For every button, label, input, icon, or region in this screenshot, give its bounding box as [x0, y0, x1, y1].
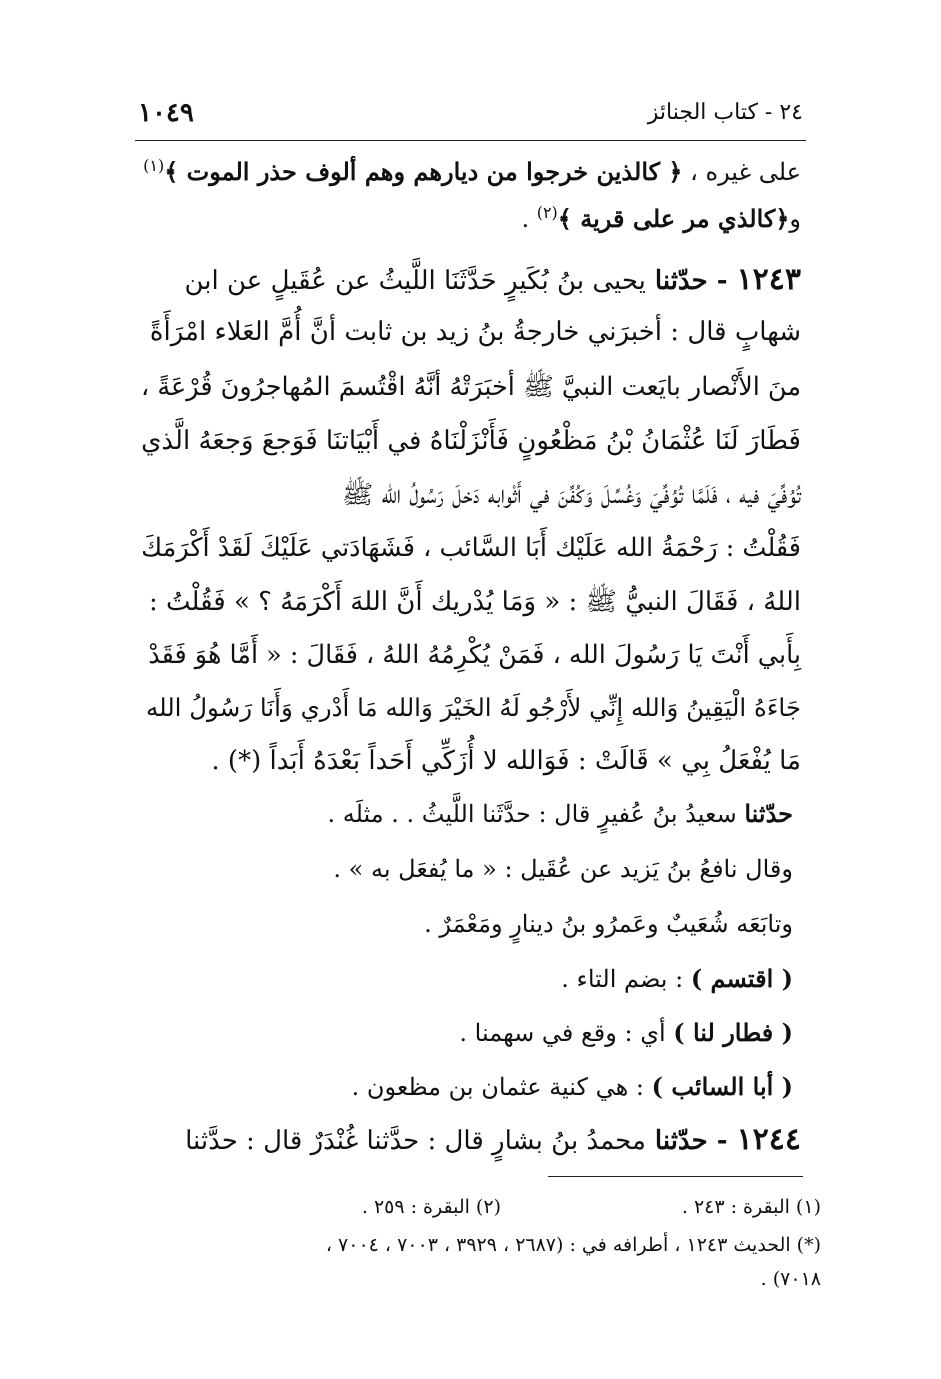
footnote-ref: (٢) — [536, 203, 558, 222]
chain-label: حدّثنا — [744, 799, 793, 828]
gloss-term: ( فطار لنا ) — [673, 1018, 793, 1047]
hadith-label: - حدّثنا — [645, 266, 737, 296]
page-number: ١٠٤٩ — [138, 98, 194, 128]
gloss-text: : بضم التاء . — [561, 965, 691, 993]
chain-text: سعيدُ بنُ عُفيرٍ قال : حدَّثَنا اللَّيثُ . . مثلَه . — [327, 800, 745, 828]
hadith-number: ١٢٤٤ — [736, 1122, 801, 1157]
intro-line-1 — [140, 156, 801, 187]
intro-line-2 — [140, 203, 801, 234]
hadith-text: يحيى بنُ بُكَيرٍ حَدَّثَنَا اللَّيثُ عن عُقَيلٍ عن ابن — [184, 266, 646, 296]
footnote-rule — [548, 1176, 803, 1177]
hadith-1243-line: بِأَبي أَنْتَ يَا رَسُولَ الله ، فَمَنْ يُكْرِمُهُ اللهُ ، فَقَالَ : « أَمَّا هُوَ فَقَدْ — [148, 640, 801, 670]
chain-note — [140, 800, 793, 829]
gloss — [140, 1073, 793, 1102]
header-rule — [135, 140, 806, 141]
hadith-1244-line — [140, 1122, 801, 1158]
footnote-3: (*) الحديث ١٢٤٣ ، أطرافه في : (٢٦٨٧ ، ٣٩٢٩ ، ٧٠٠٣ ، ٧٠٠٤ ، — [325, 1234, 821, 1256]
footnote-2: (٢) البقرة : ٢٥٩ . — [361, 1196, 501, 1218]
gloss — [140, 1019, 793, 1048]
hadith-1243-line: منَ الأَنْصار بايَعت النبيَّ ﷺ أخبَرَتْهُ أنَّهُ اقْتُسمَ المُهاجرُونَ قُرْعَةً ، — [141, 372, 801, 402]
hadith-text: محمدُ بنُ بشارٍ قال : حدَّثنا غُنْدَرٌ قال : حدَّثنا — [185, 1126, 646, 1156]
gloss — [140, 965, 793, 994]
hadith-1243-line — [140, 262, 801, 298]
chapter-title: ٢٤ - كتاب الجنائز — [647, 100, 803, 125]
hadith-label: - حدّثنا — [645, 1126, 737, 1156]
chain-note: وتابَعَه شُعَيبٌ وعَمرُو بنُ دينارٍ ومَعْمَرٌ . — [424, 910, 793, 938]
gloss-text: : هي كنية عثمان بن مظعون . — [351, 1073, 652, 1101]
hadith-1243-line: فَطَارَ لَنَا عُثْمَانُ بْنُ مَظْعُونٍ فَأَنْزَلْنَاهُ في أَبْيَاتنَا فَوَجعَ وَجعَهُ الَّذي — [141, 426, 801, 456]
footnote-1: (١) البقرة : ٢٤٣ . — [681, 1196, 821, 1218]
hadith-number: ١٢٤٣ — [736, 262, 801, 297]
quran-verse: ﴿كالذي مر على قرية ﴾ — [557, 204, 790, 233]
footnote-ref: (١) — [143, 156, 165, 175]
intro-text: و — [789, 205, 801, 233]
hadith-1243-line: تُوُفِّيَ فيه ، فَلَمَّا تُوُفِّيَ وَغُسِّلَ وَكُفِّنَ في أَثْوابه دَخلَ رَسُولُ الله ﷺ — [341, 480, 801, 510]
footnote-3-cont: ٧٠١٨) . — [760, 1268, 821, 1290]
intro-text: . — [521, 205, 537, 233]
hadith-1243-line: شهابٍ قال : أخبرَني خارجةُ بنُ زيد بن ثابت أنَّ أُمَّ العَلاء امْرَأَةً — [149, 317, 801, 347]
hadith-1243-line: جَاءَهُ الْيَقِينُ وَالله إِنِّي لأَرْجُو لَهُ الخَيْرَ وَالله مَا أَدْري وَأَنَا رَسُولُ الله — [145, 693, 801, 722]
hadith-1243-line: اللهُ ، فَقَالَ النبيُّ ﷺ : « وَمَا يُدْريك أَنَّ اللهَ أَكْرَمَهُ ؟ » فَقُلْتُ : — [148, 587, 801, 617]
intro-text: على غيره ، — [682, 158, 801, 186]
quran-verse: ﴿ كالذين خرجوا من ديارهم وهم ألوف حذر الموت ﴾ — [164, 157, 683, 186]
gloss-text: أي : وقع في سهمنا . — [459, 1019, 674, 1047]
hadith-1243-line: مَا يُفْعَلُ بِي » قَالَتْ : فَوَالله لا أُزَكِّي أَحَداً بَعْدَهُ أَبَداً (*) . — [211, 746, 801, 776]
gloss-term: ( أبا السائب ) — [651, 1072, 793, 1101]
hadith-1243-line: فَقُلْتُ : رَحْمَةُ الله عَلَيْك أَبَا السَّائب ، فَشَهَادَتي عَلَيْكَ لَقَدْ أَكْرَمَكَ — [141, 533, 801, 563]
chain-note: وقال نافعُ بنُ يَزيد عن عُقَيل : « ما يُفعَل به » . — [333, 855, 793, 883]
gloss-term: ( اقتسم ) — [690, 964, 793, 993]
